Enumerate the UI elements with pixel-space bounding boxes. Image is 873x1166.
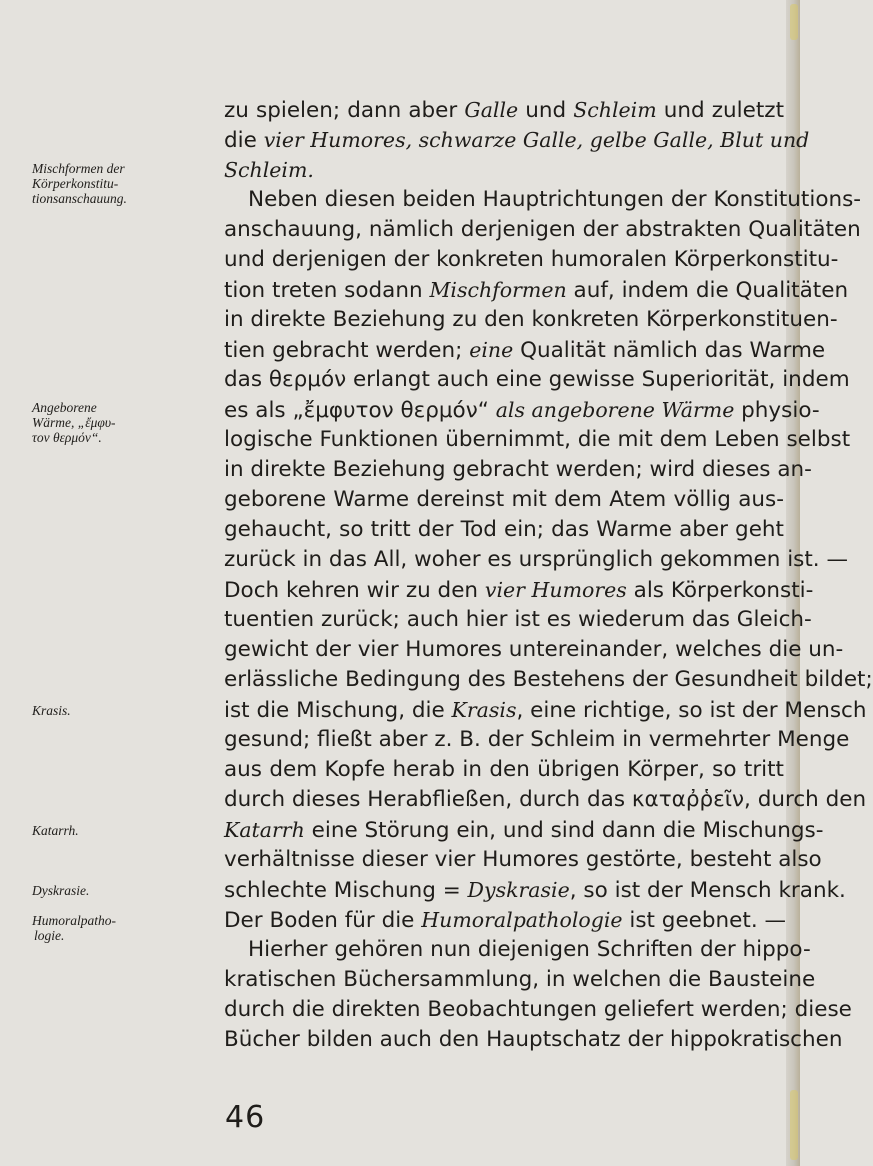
emphasis-text: Dyskrasie — [467, 878, 570, 902]
margin-note-line: Katarrh. — [32, 823, 79, 838]
text-line — [224, 275, 849, 305]
text-run: die — [224, 128, 264, 153]
text-run: zu spielen; dann aber — [224, 98, 465, 123]
margin-note-line: Dyskrasie. — [32, 883, 90, 898]
margin-note-line: Krasis. — [32, 703, 71, 718]
text-line — [224, 695, 867, 725]
text-run: anschauung, nämlich derjenigen der abstrakten Qualitäten — [224, 217, 861, 242]
margin-note-line: Wärme, „ἔμφυ- — [32, 415, 116, 430]
text-run: Doch kehren wir zu den — [224, 578, 485, 603]
text-line — [224, 965, 816, 995]
margin-note-line: Körperkonstitu- — [32, 176, 119, 191]
text-line — [224, 875, 846, 905]
text-line — [224, 305, 838, 335]
text-run: logische Funktionen übernimmt, die mit dem Leben selbst — [224, 427, 851, 452]
text-line — [224, 935, 811, 965]
text-run: tuentien zurück; auch hier ist es wiederum das Gleich- — [224, 607, 812, 632]
text-run: in direkte Beziehung zu den konkreten Körperkonstituen- — [224, 307, 838, 332]
text-line — [224, 515, 784, 545]
text-run: durch die direkten Beobachtungen geliefert werden; diese — [224, 997, 852, 1022]
emphasis-text: Schleim. — [224, 158, 314, 182]
text-run: und derjenigen der konkreten humoralen Körperkonstitu- — [224, 247, 839, 272]
margin-note-line: logie. — [34, 928, 65, 943]
emphasis-text: eine — [469, 338, 514, 362]
text-run: es als „ἔμφυτον θερμόν“ — [224, 398, 496, 423]
margin-note-line: Humoralpatho- — [32, 913, 116, 928]
text-run: gesund; fließt aber z. B. der Schleim in vermehrter Menge — [224, 727, 850, 752]
text-run: kratischen Büchersammlung, in welchen die Bausteine — [224, 967, 816, 992]
text-line — [224, 455, 812, 485]
emphasis-text: vier Humores, schwarze Galle, gelbe Galle, Blut und — [263, 128, 810, 152]
text-line — [224, 545, 848, 575]
text-run: und zuletzt — [656, 98, 784, 123]
margin-note-angeborene — [32, 400, 218, 445]
text-run: ist geebnet. — — [622, 908, 787, 933]
text-run: tien gebracht werden; — [224, 338, 470, 363]
emphasis-text: Mischformen — [429, 278, 567, 302]
text-run: Qualität nämlich das Warme — [513, 338, 826, 363]
text-run: , so ist der Mensch krank. — [569, 878, 846, 903]
emphasis-text: Galle — [464, 98, 519, 122]
emphasis-text: als angeborene Wärme — [495, 398, 735, 422]
margin-note-krasis — [32, 703, 218, 718]
text-run: Neben diesen beiden Hauptrichtungen der Konstitutions- — [248, 187, 862, 212]
text-run: ist die Mischung, die — [224, 698, 452, 723]
text-run: schlechte Mischung = — [224, 878, 468, 903]
emphasis-text: vier Humores — [484, 578, 627, 602]
text-line — [224, 725, 850, 755]
emphasis-text: Schleim — [573, 98, 657, 122]
text-line — [224, 815, 824, 845]
emphasis-text: Katarrh — [224, 818, 305, 842]
text-line — [224, 395, 820, 425]
text-line — [224, 215, 861, 245]
emphasis-text: Humoralpathologie — [421, 908, 623, 932]
margin-note-humoralpathologie — [32, 913, 218, 943]
margin-note-line: tionsanschauung. — [32, 191, 127, 206]
text-run: , eine richtige, so ist der Mensch — [516, 698, 867, 723]
text-run: erlässliche Bedingung des Bestehens der Gesundheit bildet; — [224, 667, 873, 692]
text-run: Bücher bilden auch den Hauptschatz der hippokratischen — [224, 1027, 843, 1052]
text-run: zurück in das All, woher es ursprünglich gekommen ist. — — [224, 547, 848, 572]
text-line — [224, 755, 784, 785]
text-run: und — [518, 98, 574, 123]
emphasis-text: Krasis — [451, 698, 517, 722]
body-text — [224, 95, 873, 1055]
text-run: in direkte Beziehung gebracht werden; wird dieses an- — [224, 457, 812, 482]
text-line — [224, 365, 850, 395]
text-line — [224, 575, 814, 605]
margin-note-mischformen — [32, 161, 218, 206]
stain-mark — [790, 4, 798, 40]
text-line — [224, 425, 851, 455]
text-run: das θερμόν erlangt auch eine gewisse Superiorität, indem — [224, 367, 850, 392]
text-line — [224, 155, 784, 185]
text-line — [224, 335, 826, 365]
text-run: eine Störung ein, und sind dann die Mischungs- — [304, 818, 824, 843]
text-line — [224, 185, 862, 215]
text-line — [224, 995, 852, 1025]
text-run: aus dem Kopfe herab in den übrigen Körper, so tritt — [224, 757, 784, 782]
margin-note-line: τον θερμόν“. — [32, 430, 102, 445]
margin-note-dyskrasie — [32, 883, 218, 898]
text-run: gewicht der vier Humores untereinander, welches die un- — [224, 637, 844, 662]
text-line — [224, 125, 810, 155]
stain-mark — [790, 1090, 798, 1160]
text-line — [224, 785, 867, 815]
text-line — [224, 665, 873, 695]
text-run: auf, indem die Qualitäten — [566, 278, 849, 303]
text-line — [224, 845, 822, 875]
text-run: geborene Warme dereinst mit dem Atem völlig aus- — [224, 487, 784, 512]
text-run: tion treten sodann — [224, 278, 430, 303]
text-run: physio- — [734, 398, 820, 423]
text-line — [224, 905, 787, 935]
text-run: Der Boden für die — [224, 908, 422, 933]
text-line — [224, 95, 784, 125]
text-run: als Körperkonsti- — [626, 578, 814, 603]
text-line — [224, 1025, 843, 1055]
text-run: verhältnisse dieser vier Humores gestörte, besteht also — [224, 847, 822, 872]
text-run: durch dieses Herabfließen, durch das καταῤῥεῖν, durch den — [224, 787, 867, 812]
page-number: 46 — [225, 1100, 266, 1135]
margin-note-line: Mischformen der — [32, 161, 125, 176]
text-line — [224, 485, 784, 515]
text-run: gehaucht, so tritt der Tod ein; das Warme aber geht — [224, 517, 784, 542]
text-line — [224, 605, 812, 635]
text-run: Hierher gehören nun diejenigen Schriften der hippo- — [248, 937, 811, 962]
text-line — [224, 245, 839, 275]
text-line — [224, 635, 844, 665]
margin-note-line: Angeborene — [32, 400, 97, 415]
margin-note-katarrh — [32, 823, 218, 838]
